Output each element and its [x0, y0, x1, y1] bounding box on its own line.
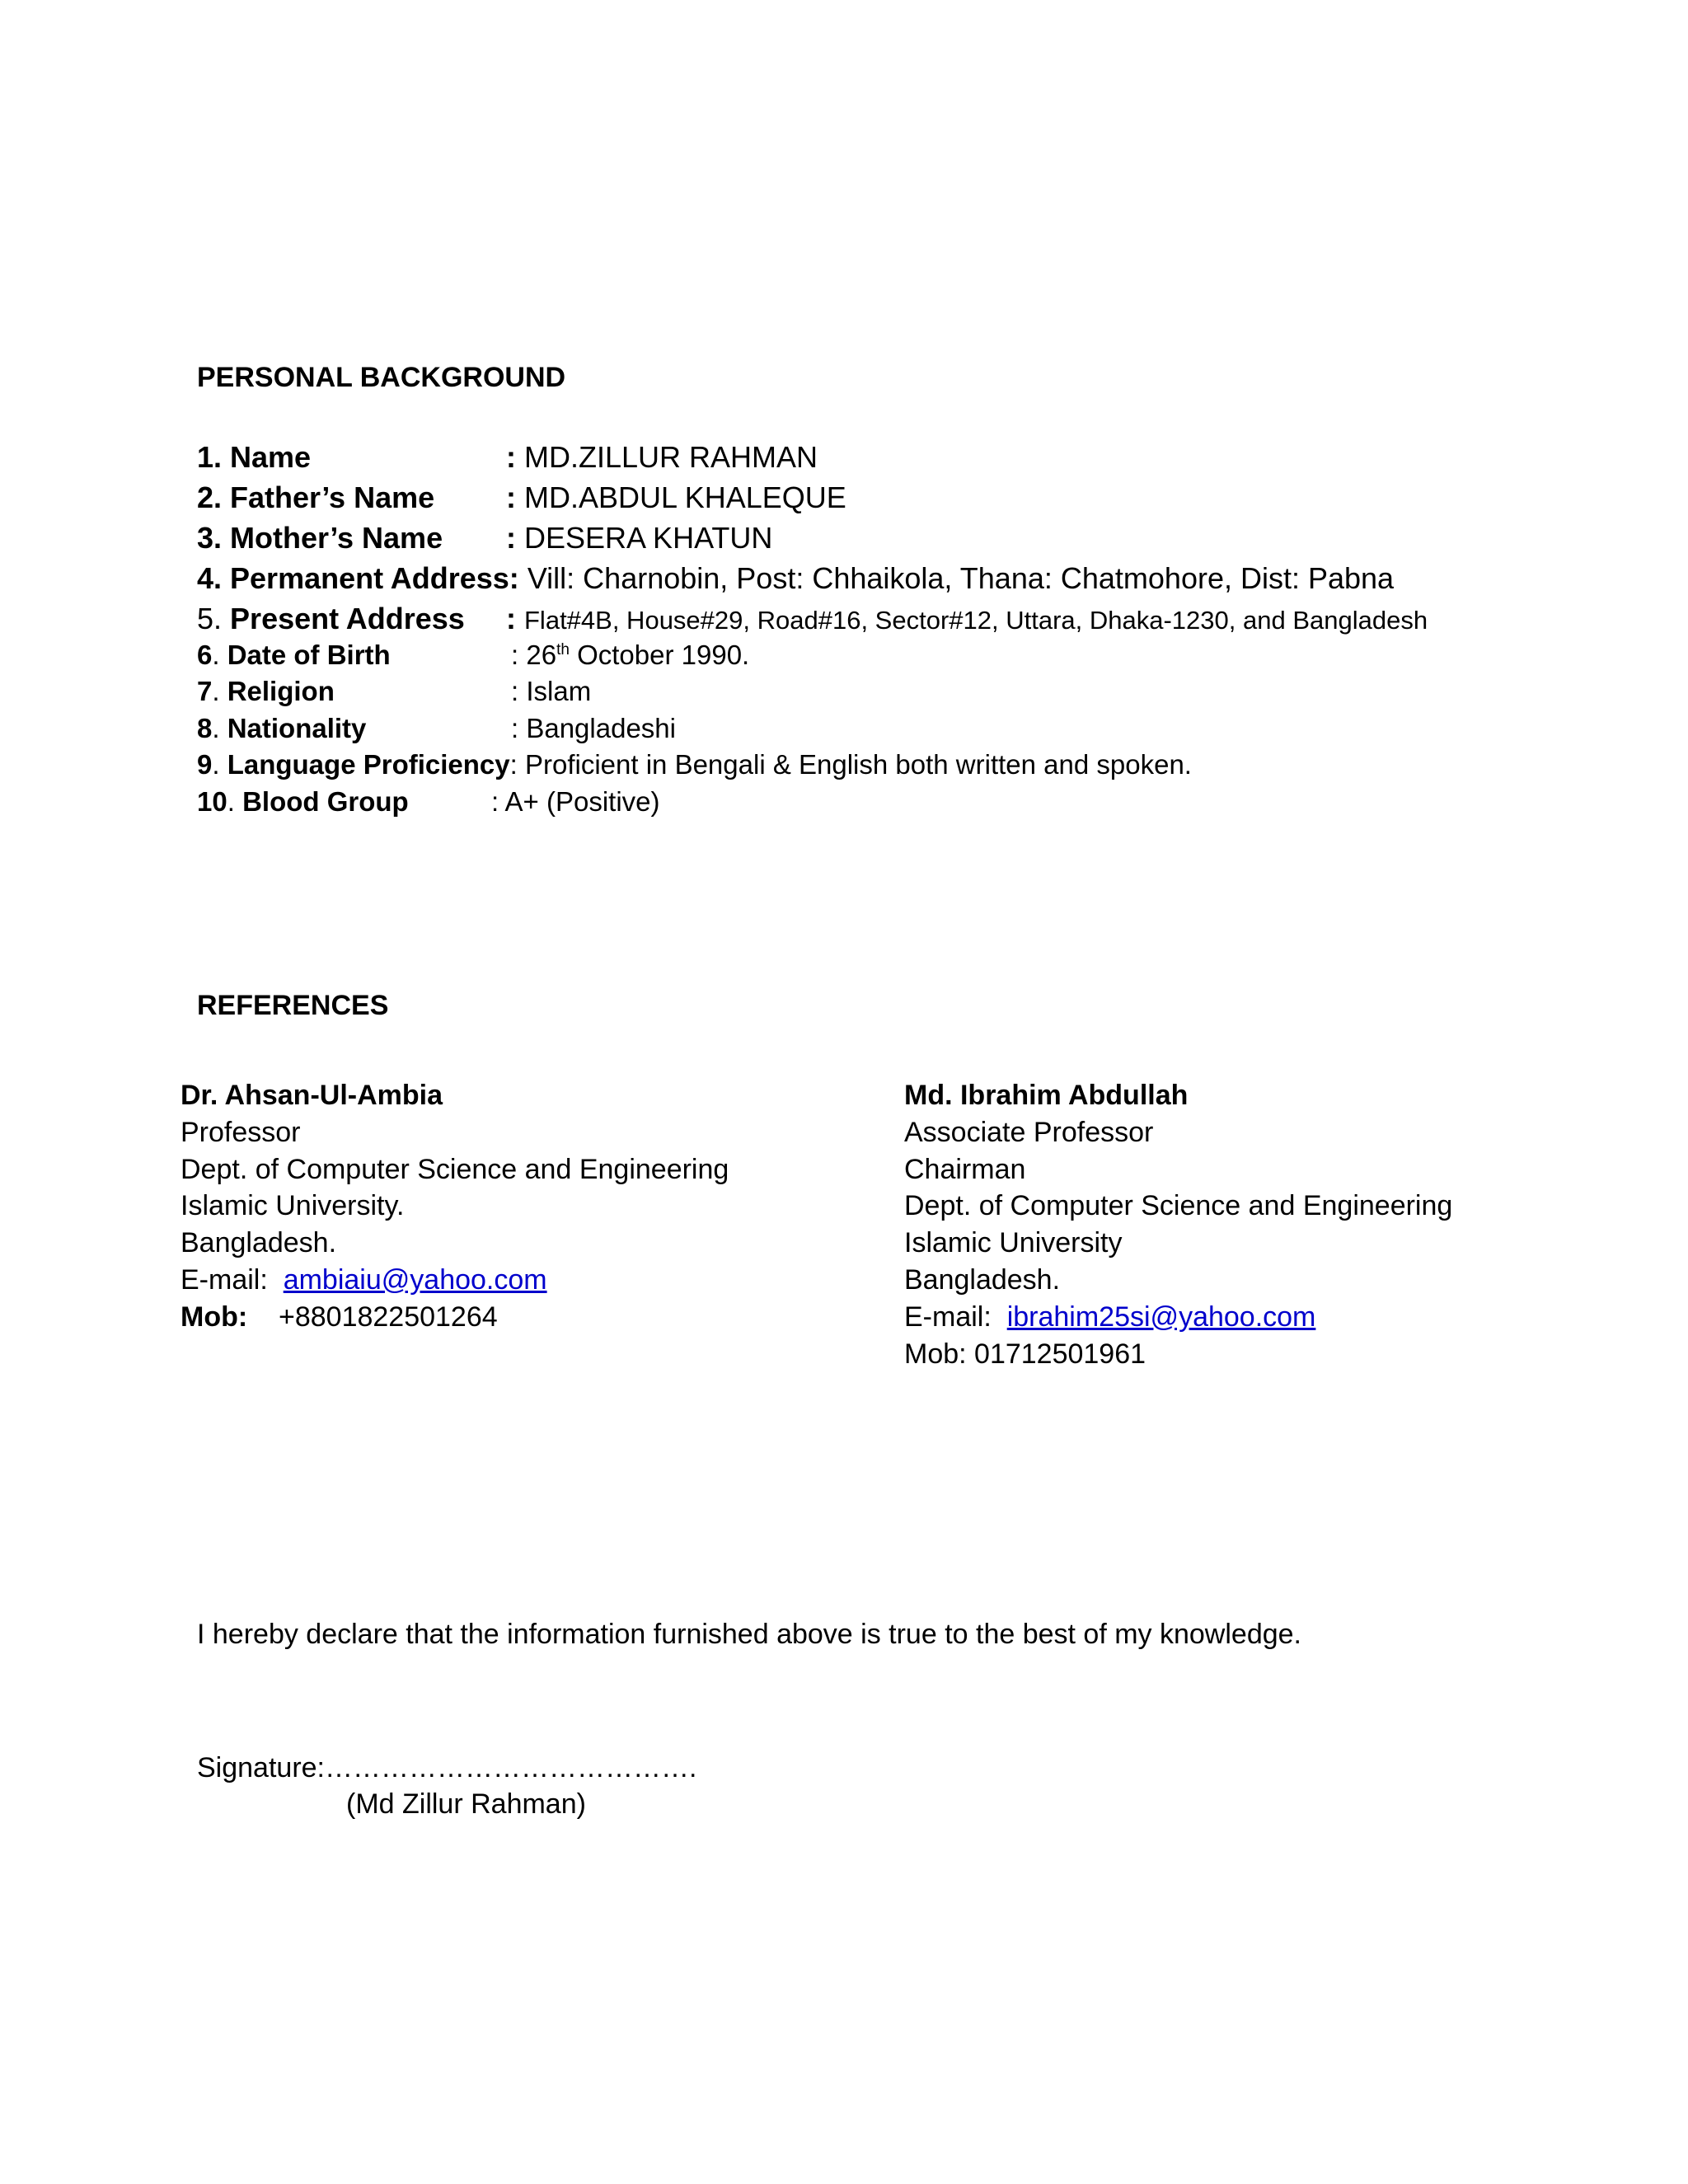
reference-right [904, 1077, 1452, 1436]
personal-row-dob: 6. Date of Birth [197, 640, 391, 670]
field-number: 6 [197, 640, 213, 670]
email-link[interactable]: ibrahim25si@yahoo.com [1006, 1301, 1316, 1333]
field-value: A+ (Positive) [504, 786, 660, 817]
personal-value-present-address [506, 601, 1428, 639]
personal-value-blood-group [491, 785, 660, 818]
signature-name: (Md Zillur Rahman) [346, 1788, 586, 1820]
field-label: Blood Group [242, 786, 409, 817]
personal-value-dob [511, 639, 749, 672]
field-value: Islam [526, 676, 592, 706]
field-separator: : [511, 713, 527, 743]
field-label: 4. Permanent Address: [197, 561, 519, 595]
personal-row-religion: 7. Religion [197, 676, 335, 706]
field-label: Religion [227, 676, 335, 706]
reference-name: Md. Ibrahim Abdullah [904, 1080, 1189, 1111]
personal-value-name [506, 439, 818, 476]
field-number: 9 [197, 749, 213, 780]
personal-value-nationality [511, 712, 676, 745]
personal-row-blood-group: 10. Blood Group [197, 786, 409, 817]
email-label: E-mail: [904, 1301, 992, 1333]
email-label: E-mail: [181, 1263, 268, 1296]
field-value: Proficient in Bengali & English both written and spoken. [524, 749, 1192, 780]
reference-title: Professor [181, 1116, 301, 1148]
field-separator: : [509, 749, 525, 780]
reference-country: Bangladesh. [904, 1263, 1061, 1296]
field-separator: : [506, 440, 524, 474]
reference-title: Associate Professor [904, 1116, 1154, 1148]
reference-name: Dr. Ahsan-Ul-Ambia [181, 1080, 443, 1111]
field-value: Flat#4B, House#29, Road#16, Sector#12, Uttara, Dhaka-1230, and Bangladesh [524, 606, 1428, 635]
reference-mob-line [181, 1299, 729, 1336]
personal-value-father [506, 480, 846, 516]
field-separator: : [506, 602, 524, 635]
declaration-text: I hereby declare that the information furnished above is true to the best of my knowledge. [197, 1619, 1301, 1650]
field-value: Bangladeshi [526, 713, 676, 743]
field-value: MD.ZILLUR RAHMAN [524, 440, 818, 474]
field-label: Present Address [230, 602, 465, 635]
reference-left [181, 1077, 729, 1336]
field-number: 8 [197, 713, 213, 743]
field-label: 3. Mother’s Name [197, 521, 443, 555]
personal-value-mother [506, 520, 772, 556]
field-value-day: 26 [526, 640, 557, 670]
reference-country: Bangladesh. [181, 1227, 337, 1259]
personal-value-religion [511, 675, 591, 708]
personal-row-father [197, 480, 434, 516]
field-label: 2. Father’s Name [197, 480, 435, 514]
field-label: Date of Birth [227, 640, 391, 670]
mob-label: Mob: [181, 1301, 248, 1333]
section-heading-personal: PERSONAL BACKGROUND [197, 362, 566, 393]
personal-row-permanent-address [197, 560, 1394, 597]
reference-university: Islamic University. [181, 1190, 405, 1222]
field-separator: : [506, 480, 524, 514]
field-separator: : [511, 640, 527, 670]
field-value-suffix: th [556, 641, 570, 658]
field-value: MD.ABDUL KHALEQUE [524, 480, 846, 514]
reference-email-line [904, 1299, 1452, 1336]
personal-row-nationality: 8. Nationality [197, 713, 367, 743]
field-label: 1. Name [197, 440, 312, 474]
reference-role: Chairman [904, 1153, 1026, 1185]
reference-dept: Dept. of Computer Science and Engineering [181, 1153, 729, 1185]
field-number: 10 [197, 786, 227, 817]
field-separator: : [511, 676, 527, 706]
field-label: Nationality [227, 713, 367, 743]
field-value: DESERA KHATUN [524, 521, 773, 555]
reference-mob-line: Mob: 01712501961 [904, 1338, 1146, 1370]
field-separator: : [491, 786, 505, 817]
field-number: 7 [197, 676, 213, 706]
personal-row-present-address: 5. Present Address [197, 602, 465, 635]
reference-email-line [181, 1262, 729, 1299]
field-number: 5 [197, 602, 214, 635]
field-separator [519, 561, 528, 595]
personal-row-name [197, 439, 311, 476]
field-separator: : [506, 521, 524, 555]
field-value: October 1990. [569, 640, 750, 670]
reference-dept: Dept. of Computer Science and Engineering [904, 1190, 1453, 1222]
field-value: Vill: Charnobin, Post: Chhaikola, Thana: Chatmohore, Dist: Pabna [527, 561, 1395, 595]
personal-row-mother [197, 520, 443, 556]
mob-value: +8801822501264 [278, 1301, 498, 1333]
section-heading-references: REFERENCES [197, 990, 389, 1021]
personal-row-language: 9. Language Proficiency: Proficient in Bengali & English both written and spoken. [197, 749, 1192, 780]
reference-university: Islamic University [904, 1227, 1123, 1259]
signature-line: Signature:…………………………………. [197, 1752, 697, 1783]
email-link[interactable]: ambiaiu@yahoo.com [283, 1263, 547, 1296]
field-label: Language Proficiency [227, 749, 510, 780]
